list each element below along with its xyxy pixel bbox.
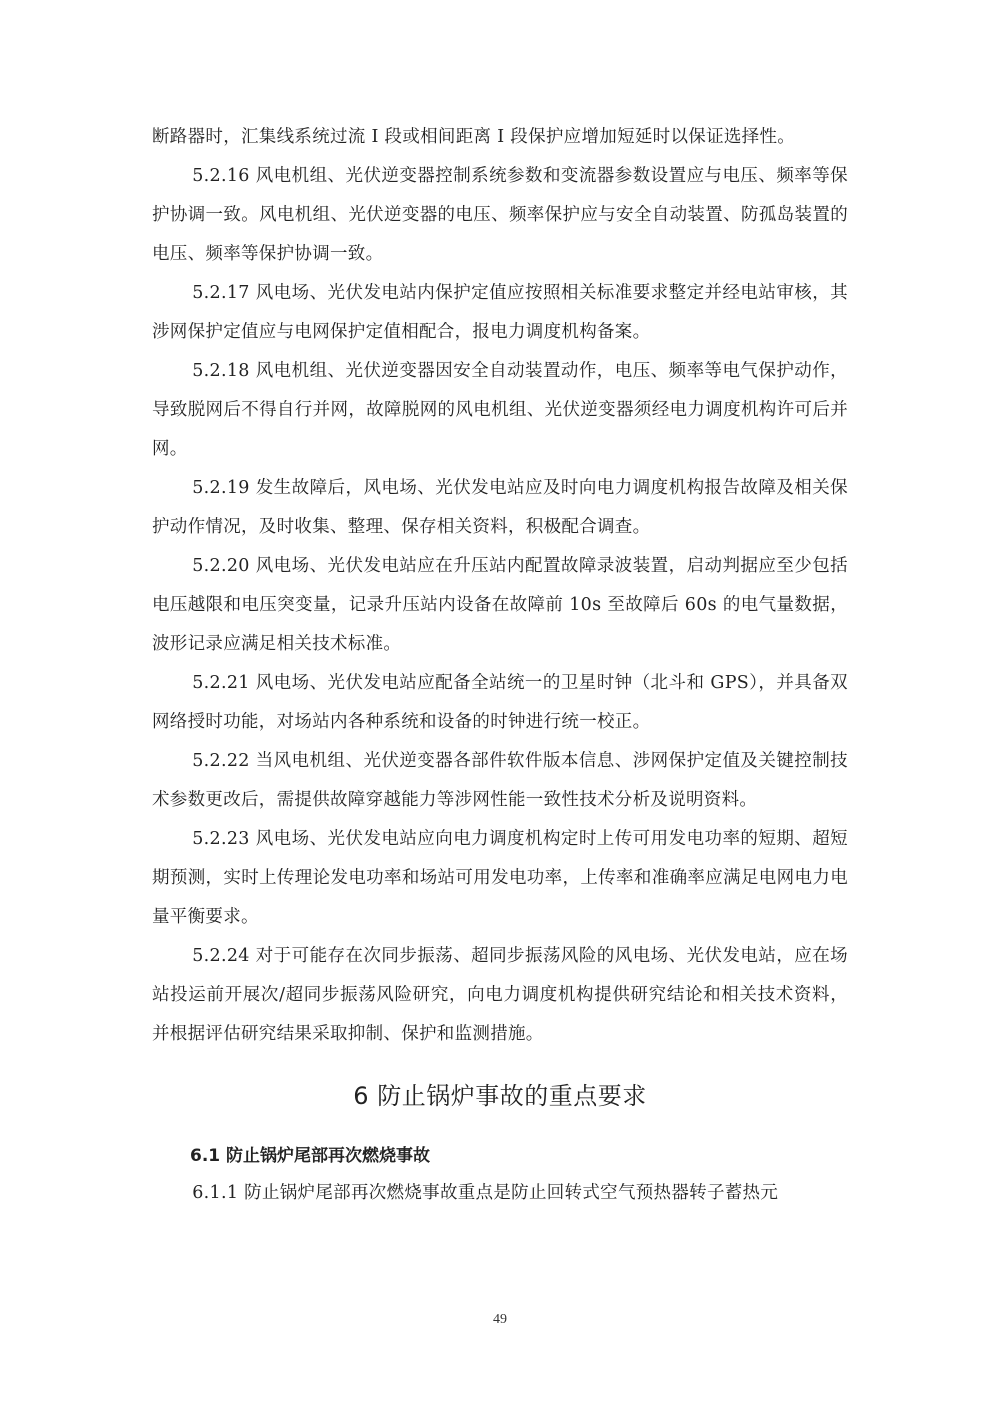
clause-5-2-23: 5.2.23 风电场、光伏发电站应向电力调度机构定时上传可用发电功率的短期、超短期预测，实时上传理论发电功率和场站可用发电功率，上传率和准确率应满足电网电力电量平衡要求。 — [152, 829, 848, 927]
paragraph-continuation: 断路器时，汇集线系统过流 I 段或相间距离 I 段保护应增加短延时以保证选择性。 — [152, 127, 796, 147]
chapter-heading: 6 防止锅炉事故的重点要求 — [353, 1082, 647, 1110]
clause-5-2-17: 5.2.17 风电场、光伏发电站内保护定值应按照相关标准要求整定并经电站审核，其涉网保护定值应与电网保护定值相配合，报电力调度机构备案。 — [152, 283, 848, 342]
section-heading: 6.1 防止锅炉尾部再次燃烧事故 — [190, 1146, 431, 1166]
clause-6-1-1: 6.1.1 防止锅炉尾部再次燃烧事故重点是防止回转式空气预热器转子蓄热元 — [192, 1183, 779, 1203]
clause-5-2-20: 5.2.20 风电场、光伏发电站应在升压站内配置故障录波装置，启动判据应至少包括电压越限和电压突变量，记录升压站内设备在故障前 10s 至故障后 60s 的电气量数据，波形记录应满足相关技术标准。 — [152, 556, 848, 654]
clause-5-2-19: 5.2.19 发生故障后，风电场、光伏发电站应及时向电力调度机构报告故障及相关保护动作情况，及时收集、整理、保存相关资料，积极配合调查。 — [152, 478, 848, 537]
clause-5-2-24: 5.2.24 对于可能存在次同步振荡、超同步振荡风险的风电场、光伏发电站，应在场站投运前开展次/超同步振荡风险研究，向电力调度机构提供研究结论和相关技术资料，并根据评估研究结果采取抑制、保护和监测措施。 — [152, 946, 848, 1044]
page-number: 49 — [493, 1312, 507, 1327]
clause-5-2-16: 5.2.16 风电机组、光伏逆变器控制系统参数和变流器参数设置应与电压、频率等保护协调一致。风电机组、光伏逆变器的电压、频率保护应与安全自动装置、防孤岛装置的电压、频率等保护协调一致。 — [152, 166, 848, 264]
clause-5-2-22: 5.2.22 当风电机组、光伏逆变器各部件软件版本信息、涉网保护定值及关键控制技术参数更改后，需提供故障穿越能力等涉网性能一致性技术分析及说明资料。 — [152, 751, 848, 810]
clause-5-2-18: 5.2.18 风电机组、光伏逆变器因安全自动装置动作，电压、频率等电气保护动作，导致脱网后不得自行并网，故障脱网的风电机组、光伏逆变器须经电力调度机构许可后并网。 — [152, 361, 848, 459]
page-body — [152, 118, 848, 1213]
clause-5-2-21: 5.2.21 风电场、光伏发电站应配备全站统一的卫星时钟（北斗和 GPS），并具备双网络授时功能，对场站内各种系统和设备的时钟进行统一校正。 — [152, 673, 848, 732]
